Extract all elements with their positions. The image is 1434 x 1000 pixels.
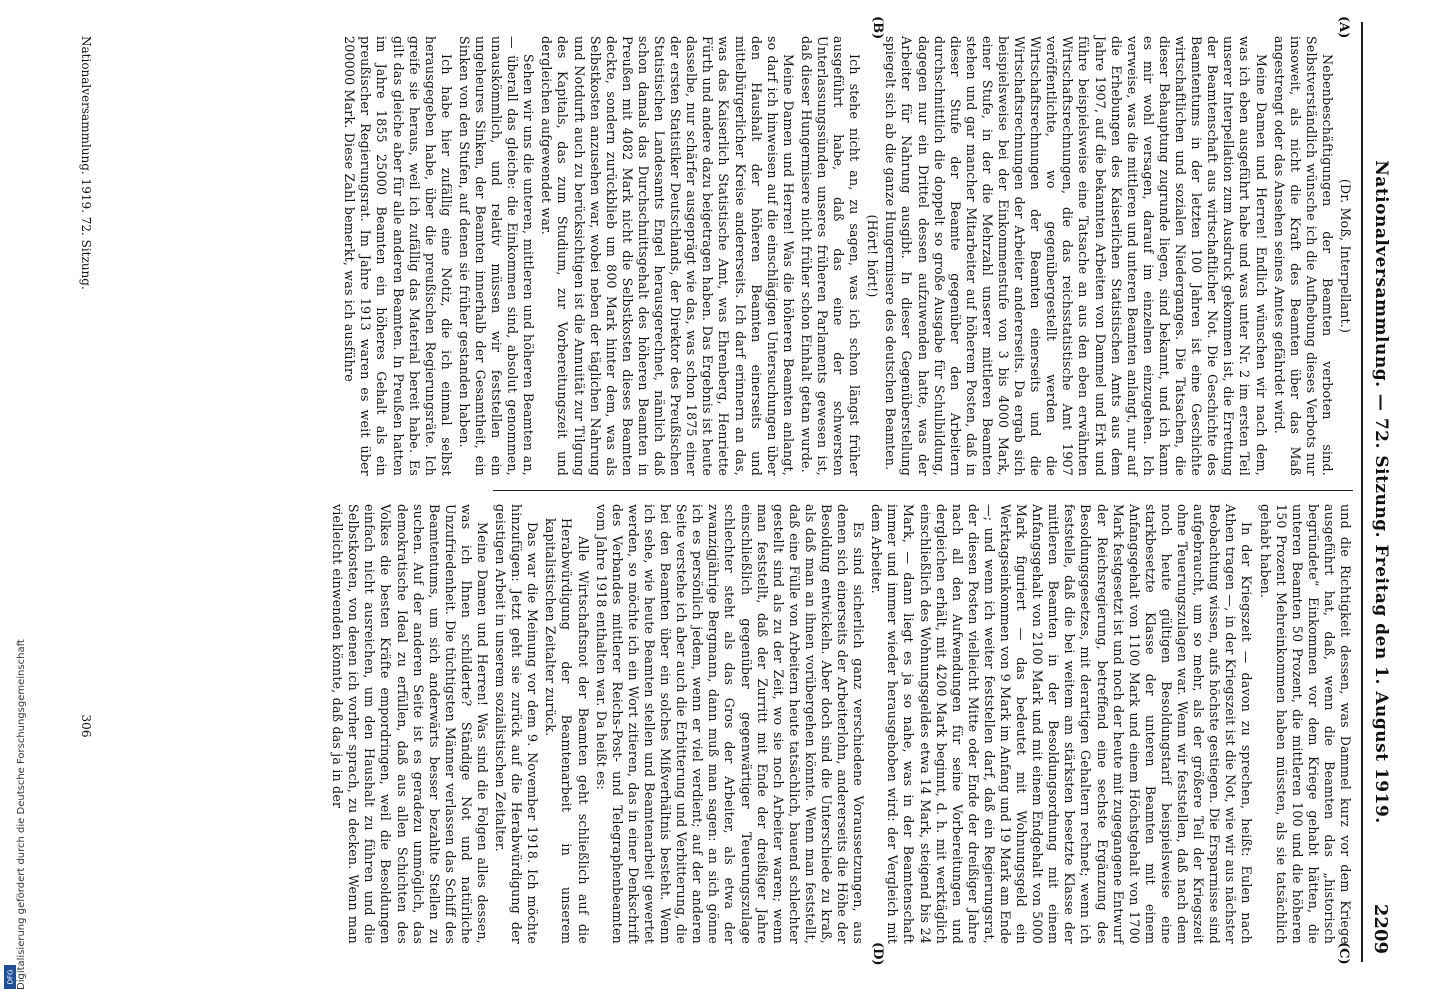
dfg-credit-text: Digitalisierung gefördert durch die Deutsche Forschungsgemeinschaft bbox=[16, 639, 27, 990]
dfg-logo-icon: DFG bbox=[4, 965, 16, 989]
paragraph: Es sind sicherlich ganz verschiedene Voraussetzungen, aus denen sich einerseits der Arbeiterlohn, andererseits die Höhe der Besoldung entwickeln. Aber doch sind die Unterschiede zu kraß, als daß man an ihnen vorübergehen könnte. Wenn man feststellt, daß eine Fülle von Arbeitern heute tatsächlich, bauend schlechter gestellt sind als zu der Zeit, wo sie noch Arbeiter waren; wenn man feststellt, daß der Zurritt mit Ende der dreißiger Jahre einschließlich gegenüber gegenwärtiger Teuerungszulage schlechter steht als das Gros der Arbeiter, als etwa der zwanzigjährige Bergmann, dann muß man sagen: an sich gönne ich es persönlich jedem, wenn er viel verdient; auf der anderen Seite verstehe ich aber auch die Erbitterung und Verbitterung, die bei den Beamten über ein solches Mißverhältnis besteht. Wenn ich sehe, wie heute Beamten stellen und Beamtenarbeit gewertet werden, so möchte ich ein Wort zitieren, das in einer Denkschrift des Verbandes mittlerer Reichs-Post- und Telegraphenbeamten vom Jahre 1918 enthalten war. Da heißt es: bbox=[593, 504, 867, 944]
paragraph: Meine Damen und Herren! Was sind die Folgen alles dessen, was ich Ihnen schilderte? Ständige Not und natürliche Unzufriedenheit. Die tüchtigsten Männer verlassen das Schiff des Beamtentums, um sich anderwärts besser bezahlte Stellen zu suchen. Auf der anderen Seite ist es geradezu unmöglich, das demokratische Ideal zu erfüllen, daß aus allen Schichten des Volkes die besten Kräfte empordringen, weil die Besoldungen einfach nicht ausreichen, um den Haushalt zu führen und die Selbstkosten, von denen ich vorher sprach, zu decken. Wenn man vielleicht einwenden könnte, daß das ja in der bbox=[330, 504, 491, 944]
paragraph: Sehen wir uns die unteren, mittleren und höheren Beamten an, — überall das gleiche: die Einkommen sind, absolut genommen, unauskömmlich, und relativ müssen wir feststellen ein ungeheures Sinken, der Beamten innerhalb der Gesamtheit, ein Sinken von den Stufen, auf denen sie früher gestanden haben. bbox=[456, 36, 537, 476]
paragraph: Ich habe hier zufällig eine Notiz, die ich einmal selbst herausgegeben habe, über die preußischen Regierungsräte. Ich greife sie heraus, weil ich zufällig das Material bereit habe. Es gilt das gleiche aber für alle anderen Beamten. In Preußen hatten im Jahre 1855 25000 Beamten ein höheres Gehalt als ein preußischer Regierungsrat. Im Jahre 1913 waren es weit über 200000 Mark. Diese Zahl bemerkt, was ich ausführe bbox=[342, 36, 454, 476]
page-number: 2209 bbox=[1370, 903, 1391, 954]
paragraph: Meine Damen und Herren! Endlich wünschen wir nach dem, was ich eben ausgeführt habe und was unter Nr. 2 im ersten Teil unserer Interpellation zum Ausdruck gekommen ist, die Errettung der Beamtenschaft aus wirtschaftlicher Not. Die Geschichte des Beamtentums in der letzten 100 Jahren ist eine Geschichte wirtschaftlichen und sozialen Niederganges. Die Tatsachen, die dieser Behauptung zugrunde liegen, sind bekannt, und ich kann es mir wohl versagen, darauf im einzelnen einzugehen. Ich verweise, was die mittleren und unteren Beamten anlangt, nur auf die Erhebungen des Kaiserlichen Statistischen Amts aus dem Jahre 1907, auf die bekannten Arbeiten von Dammel und Erk und führe beispielsweise eine Tatsache an aus den eben erwähnten Wirtschaftsrechnungen, die das reichsstatistische Amt 1907 veröffentlichte, wo gegenübergestellt werden die Wirtschaftsrechnungen der Beamten einerseits und die Wirtschaftsrechnungen der Arbeiter andererseits. Da ergab sich beispielsweise bei der Einkommenstufe von 3 bis 4000 Mark, einer Stufe, in der die Mehrzahl unserer mittleren Beamten stehen und gar mancher Mitarbeiter auf höherem Posten, daß in dieser Stufe der Beamte gegenüber den Arbeitern durchschnittlich die doppelt so große Ausgabe für Schulbildung, dagegen nur ein Drittel dessen aufzuwenden hatte, was der Arbeiter für Nahrung ausgibt. In dieser Gegenüberstellung spiegelt sich ab die ganze Hungermisere des deutschen Beamten. bbox=[883, 36, 1269, 476]
paragraph: Meine Damen und Herren! Was die höheren Beamten anlangt, so darf ich hinweisen auf die einschlägigen Untersuchungen über den Haushalt der höheren Beamten einerseits und mittelbürgerlicher Kreise andererseits. Ich darf erinnern an das, was das Kaiserlich Statistische Amt, was Ehrenberg, Henriette Fürth und andere dazu beigetragen haben. Das Ergebnis ist heute dasselbe, nur schärfer ausgeprägt wie das, was schon 1875 einer der ersten Statistiker Deutschlands, der Direktor des Preußischen Statistischen Landesamts Engel herausgerechnet, nämlich daß schon damals das Durchschnittsgehalt des höheren Beamten in Preußen mit 4082 Mark nicht die Selbstkosten dieses Beamten deckte, sondern zurückblieb um 800 Mark hinter dem, was als Selbstkosten anzusehen war, wobei neben der täglichen Nahrung und Notdurft auch zu berücksichtigen ist die Annuität zur Tilgung des Kapitals, das zum Studium, zur Vorbereitungszeit und dergleichen aufgewendet war. bbox=[539, 36, 796, 476]
margin-marker-a: (A) bbox=[1336, 16, 1351, 39]
right-text-column bbox=[330, 504, 1353, 944]
speaker-note: (Dr. Moß, Interpellant.) bbox=[1338, 178, 1353, 334]
column-divider bbox=[493, 490, 1353, 491]
paragraph: Ich stehe nicht an, zu sagen, was ich schon längst früher ausgeführt habe, daß das eine der schwersten Unterlassungssünden unseres früheren Parlaments gewesen ist, daß dieser Hungermisere nicht früher schon Einhalt getan wurde. bbox=[798, 36, 863, 476]
paragraph: Nebenbeschäftigungen der Beamten verboten sind. Selbstverständlich wünsche ich die Aufhebung dieses Verbots nur insoweit, als nicht die Kraft des Beamten über das Maß angestrengt oder das Ansehen seines Amtes gefährdet wird. bbox=[1271, 36, 1335, 476]
page-header bbox=[1361, 22, 1397, 962]
interjection: (Hört! hört!) bbox=[865, 214, 881, 298]
quotation: Alle Wirtschaftsnot der Beamten geht schließlich auf die Herabwürdigung der Beamtenarbeit in unserem kapitalistischen Zeitalter zurück. bbox=[543, 518, 591, 944]
paragraph: und die Richtigkeit dessen, was Dammel kurz vor dem Kriege ausgeführt hat, daß, wenn die Beamten das „historisch begründete“ Einkommen vor dem Kriege gehabt hätten, die unteren Beamten 50 Prozent, die mittleren 100 und die höheren 150 Prozent Mehreinkommen haben müssten, als sie tatsächlich gehabt haben. bbox=[1257, 504, 1353, 944]
page-title: Nationalversammlung. — 72. Sitzung. Freitag den 1. August 1919. bbox=[1371, 160, 1391, 824]
scanned-page bbox=[77, 16, 1397, 966]
digitization-sidebar bbox=[0, 0, 27, 1000]
paragraph: In der Kriegszeit — davon zu sprechen, heißt: Eulen nach Athen tragen —, in der Kriegszeit ist die Not, wie wir aus nächster Beobachtung wissen, aufs höchste gestiegen. Die Ersparnisse sind aufgebraucht, um so mehr, als der größere Teil der Kriegszeit ohne Teuerungszulagen war. Wenn wir feststellen, daß nach dem noch heute gültigen Besoldungstarif beispielsweise eine starkbesetzte Klasse der unteren Beamten mit einem Anfangsgehalt von 1100 Mark und einem Höchstgehalt von 1700 Mark festgesetzt ist und noch der heute mit zugegangene Entwurf der Reichsregierung, betreffend eine sechste Ergänzung des Besoldungsgesetzes, mit derartigen Gehaltern rechnet; wenn ich feststelle, daß die bei weitem am stärksten besetzte Klasse der mittleren Beamten in der Besoldungsordnung mit einem Anfangsgehalt von 2100 Mark und mit einem Endgehalt von 5000 Mark figuriert — das bedeutet mit Wohnungsgeld ein Werktagseinkommen von 9 Mark im Anfang und 19 Mark am Ende —; und wenn ich weiter feststellen darf, daß ein Regierungsrat, der diesen Posten vielleicht Mitte oder Ende der dreißiger Jahre nach all den Aufwendungen für seine Vorbereitungen und dergleichen erhält, mit 4200 Mark beginnt, d. h. mit werktäglich einschließlich des Wohnungsgeldes etwa 14 Mark, steigend bis 24 Mark, — dann liegt es ja so nahe, was in der Beamtenschaft immer und immer wieder herausgehoben wird: der Vergleich mit dem Arbeiter. bbox=[869, 504, 1255, 944]
footer-session: Nationalversammlung. 1919. 72. Sitzung. bbox=[79, 36, 93, 290]
margin-marker-c: (C) bbox=[1336, 942, 1351, 965]
margin-marker-d: (D) bbox=[870, 942, 885, 966]
margin-marker-b: (B) bbox=[870, 16, 885, 40]
paragraph: Das war die Meinung vor dem 9. November 1918. Ich möchte hinzufügen: Jetzt geht sie zurück auf die Herabwürdigung der geistigen Arbeit in unserem sozialistischen Zeitalter. bbox=[493, 504, 541, 944]
left-text-column bbox=[342, 36, 1353, 476]
footer-sheet-number: 306 bbox=[79, 714, 93, 738]
